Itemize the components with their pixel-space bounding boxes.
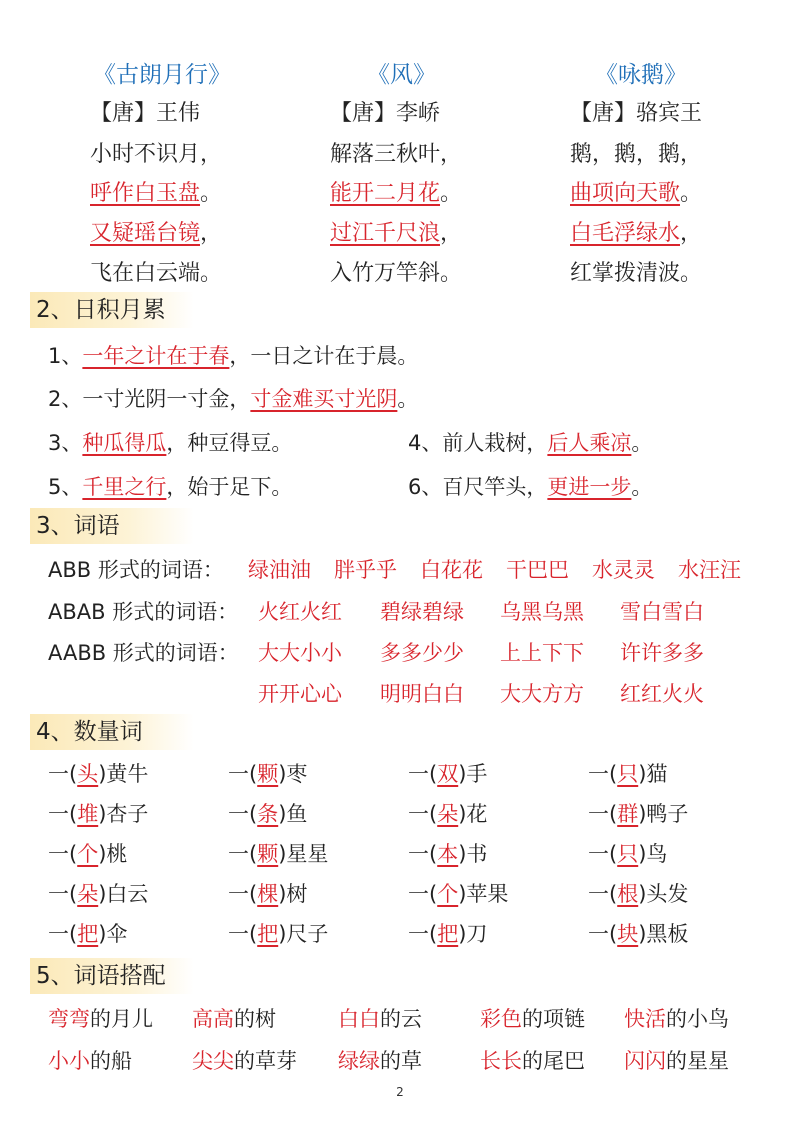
measure-prefix: 一( <box>588 922 618 946</box>
poem-line-2-1: 解落三秋叶， <box>330 142 463 167</box>
measure-word-item <box>48 758 148 788</box>
saying-highlight: 寸金难买寸光阴 <box>250 387 398 411</box>
aabb-word-6: 明明白白 <box>380 682 464 706</box>
measure-word: 堆 <box>77 802 99 826</box>
measure-noun: 伞 <box>106 922 128 946</box>
collocation-noun: 的尾巴 <box>522 1049 585 1073</box>
collocation-item <box>480 1003 585 1033</box>
measure-word-item <box>588 918 688 948</box>
saying-5 <box>48 471 292 501</box>
measure-word: 条 <box>257 802 279 826</box>
measure-word: 双 <box>437 762 459 786</box>
measure-word-item <box>228 838 328 868</box>
poem-highlight: 呼作白玉盘 <box>90 181 201 206</box>
measure-word: 只 <box>617 842 639 866</box>
measure-word-item <box>588 878 688 908</box>
aabb-word-5: 开开心心 <box>258 682 342 706</box>
measure-prefix: 一( <box>408 762 438 786</box>
section-title-4: 4、数量词 <box>30 714 194 750</box>
collocation-noun: 的月儿 <box>90 1007 153 1031</box>
poem-highlight: 又疑瑶台镜 <box>90 221 201 246</box>
collocation-item <box>192 1003 276 1033</box>
measure-prefix: 一( <box>588 842 618 866</box>
measure-noun: 书 <box>466 842 488 866</box>
saying-highlight: 更进一步 <box>547 475 632 499</box>
saying-highlight: 一年之计在于春 <box>82 344 230 368</box>
measure-word: 头 <box>77 762 99 786</box>
poem-highlight: 曲项向天歌 <box>570 181 681 206</box>
saying-2 <box>48 383 418 413</box>
measure-word: 本 <box>437 842 459 866</box>
poem-title-1: 《古朗月行》 <box>93 62 231 88</box>
saying-highlight: 后人乘凉 <box>547 431 632 455</box>
abb-word-1: 绿油油 <box>248 558 311 582</box>
collocation-item <box>48 1045 132 1075</box>
poem-line-2-3 <box>330 216 462 247</box>
collocation-noun: 的云 <box>380 1007 422 1031</box>
collocation-adjective: 长长 <box>480 1049 522 1073</box>
aabb-word-3: 上上下下 <box>500 641 584 665</box>
measure-prefix: 一( <box>408 922 438 946</box>
measure-noun: 星星 <box>286 842 329 866</box>
abb-word-3: 白花花 <box>420 558 483 582</box>
item-number: 6、 <box>408 475 443 499</box>
collocation-item <box>480 1045 585 1075</box>
aabb-word-8: 红红火火 <box>620 682 704 706</box>
poem-line-1-1: 小时不识月， <box>90 142 223 167</box>
measure-word: 把 <box>77 922 99 946</box>
poem-line-3-1: 鹅，鹅，鹅， <box>570 142 703 167</box>
collocation-noun: 的草芽 <box>234 1049 297 1073</box>
measure-word-item <box>408 798 487 828</box>
measure-prefix: 一( <box>48 882 78 906</box>
punct: 。 <box>680 181 703 206</box>
collocation-item <box>338 1003 422 1033</box>
saying-text: 前人栽树， <box>442 431 548 455</box>
measure-suffix: ) <box>278 762 287 786</box>
collocation-noun: 的项链 <box>522 1007 585 1031</box>
measure-word-item <box>408 758 487 788</box>
measure-prefix: 一( <box>408 882 438 906</box>
measure-prefix: 一( <box>408 842 438 866</box>
measure-noun: 枣 <box>286 762 308 786</box>
punct: ， <box>440 221 463 246</box>
page-number: 2 <box>396 1085 404 1099</box>
poem-line-3-4: 红掌拨清波。 <box>570 261 703 286</box>
saying-text: 百尺竿头， <box>442 475 548 499</box>
measure-suffix: ) <box>458 762 467 786</box>
measure-noun: 鸟 <box>646 842 668 866</box>
abab-word-3: 乌黑乌黑 <box>500 600 584 624</box>
measure-suffix: ) <box>98 762 107 786</box>
measure-suffix: ) <box>98 842 107 866</box>
poem-line-1-2 <box>90 176 222 207</box>
measure-word-item <box>228 918 328 948</box>
measure-word: 把 <box>437 922 459 946</box>
measure-suffix: ) <box>638 802 647 826</box>
measure-word-item <box>48 798 148 828</box>
poem-author-2: 【唐】李峤 <box>330 101 441 126</box>
measure-suffix: ) <box>638 762 647 786</box>
measure-noun: 树 <box>286 882 308 906</box>
collocation-item <box>48 1003 153 1033</box>
measure-word-item <box>48 838 127 868</box>
poem-line-1-3 <box>90 216 222 247</box>
saying-4 <box>408 427 652 457</box>
collocation-adjective: 绿绿 <box>338 1049 380 1073</box>
saying-1 <box>48 340 418 370</box>
collocation-noun: 的草 <box>380 1049 422 1073</box>
measure-word: 块 <box>617 922 639 946</box>
measure-noun: 白云 <box>106 882 149 906</box>
collocation-adjective: 高高 <box>192 1007 234 1031</box>
measure-word-item <box>48 878 148 908</box>
poem-title-3: 《咏鹅》 <box>595 62 687 88</box>
measure-word-item <box>408 918 487 948</box>
measure-word: 只 <box>617 762 639 786</box>
measure-word: 群 <box>617 802 639 826</box>
punct: 。 <box>200 181 223 206</box>
measure-prefix: 一( <box>228 882 258 906</box>
measure-suffix: ) <box>278 842 287 866</box>
measure-prefix: 一( <box>48 922 78 946</box>
measure-suffix: ) <box>458 882 467 906</box>
measure-prefix: 一( <box>228 762 258 786</box>
collocation-noun: 的树 <box>234 1007 276 1031</box>
measure-suffix: ) <box>458 802 467 826</box>
measure-suffix: ) <box>458 842 467 866</box>
measure-word: 把 <box>257 922 279 946</box>
measure-noun: 黑板 <box>646 922 689 946</box>
measure-word-item <box>588 798 688 828</box>
measure-word-item <box>228 758 307 788</box>
punct: 。 <box>631 475 653 499</box>
collocation-adjective: 快活 <box>624 1007 666 1031</box>
measure-suffix: ) <box>458 922 467 946</box>
collocation-adjective: 弯弯 <box>48 1007 90 1031</box>
collocation-noun: 的小鸟 <box>666 1007 729 1031</box>
punct: 。 <box>440 181 463 206</box>
poem-line-3-3 <box>570 216 702 247</box>
punct: ， <box>200 221 223 246</box>
abab-word-2: 碧绿碧绿 <box>380 600 464 624</box>
saying-3 <box>48 427 292 457</box>
measure-suffix: ) <box>98 922 107 946</box>
measure-noun: 鱼 <box>286 802 308 826</box>
aabb-word-2: 多多少少 <box>380 641 464 665</box>
measure-prefix: 一( <box>588 762 618 786</box>
section-title-2: 2、日积月累 <box>30 292 194 328</box>
collocation-adjective: 白白 <box>338 1007 380 1031</box>
aabb-word-4: 许许多多 <box>620 641 704 665</box>
saying-text: 一寸光阴一寸金， <box>82 387 251 411</box>
measure-prefix: 一( <box>588 882 618 906</box>
abab-word-1: 火红火红 <box>258 600 342 624</box>
poem-line-2-4: 入竹万竿斜。 <box>330 261 463 286</box>
abb-word-4: 干巴巴 <box>506 558 569 582</box>
poem-author-1: 【唐】王伟 <box>90 101 201 126</box>
measure-word-item <box>228 878 307 908</box>
abb-word-6: 水汪汪 <box>678 558 741 582</box>
collocation-adjective: 闪闪 <box>624 1049 666 1073</box>
measure-word: 个 <box>437 882 459 906</box>
abb-word-5: 水灵灵 <box>592 558 655 582</box>
measure-suffix: ) <box>278 882 287 906</box>
abab-label: ABAB 形式的词语： <box>48 600 239 624</box>
measure-noun: 尺子 <box>286 922 329 946</box>
collocation-adjective: 彩色 <box>480 1007 522 1031</box>
poem-highlight: 白毛浮绿水 <box>570 221 681 246</box>
measure-noun: 桃 <box>106 842 128 866</box>
measure-word-item <box>588 838 667 868</box>
collocation-item <box>192 1045 297 1075</box>
item-number: 2、 <box>48 387 83 411</box>
measure-suffix: ) <box>278 922 287 946</box>
measure-noun: 刀 <box>466 922 488 946</box>
measure-prefix: 一( <box>588 802 618 826</box>
punct: 。 <box>397 387 419 411</box>
item-number: 5、 <box>48 475 83 499</box>
measure-word-item <box>408 878 508 908</box>
saying-highlight: 种瓜得瓜 <box>82 431 167 455</box>
measure-prefix: 一( <box>228 922 258 946</box>
measure-noun: 鸭子 <box>646 802 689 826</box>
saying-text: ，种豆得豆。 <box>166 431 293 455</box>
section-title-3: 3、词语 <box>30 508 194 544</box>
section-title-5: 5、词语搭配 <box>30 958 194 994</box>
abb-word-2: 胖乎乎 <box>334 558 397 582</box>
measure-noun: 黄牛 <box>106 762 149 786</box>
measure-suffix: ) <box>638 922 647 946</box>
poem-highlight: 能开二月花 <box>330 181 441 206</box>
punct: ， <box>680 221 703 246</box>
measure-prefix: 一( <box>228 842 258 866</box>
measure-word: 根 <box>617 882 639 906</box>
measure-prefix: 一( <box>228 802 258 826</box>
saying-highlight: 千里之行 <box>82 475 167 499</box>
measure-word-item <box>228 798 307 828</box>
measure-word: 颗 <box>257 842 279 866</box>
measure-suffix: ) <box>98 882 107 906</box>
measure-word-item <box>48 918 127 948</box>
abab-word-4: 雪白雪白 <box>620 600 704 624</box>
collocation-noun: 的星星 <box>666 1049 729 1073</box>
measure-prefix: 一( <box>48 802 78 826</box>
item-number: 4、 <box>408 431 443 455</box>
measure-suffix: ) <box>278 802 287 826</box>
measure-suffix: ) <box>638 882 647 906</box>
measure-word: 棵 <box>257 882 279 906</box>
item-number: 3、 <box>48 431 83 455</box>
measure-prefix: 一( <box>48 762 78 786</box>
measure-noun: 花 <box>466 802 488 826</box>
measure-noun: 猫 <box>646 762 668 786</box>
measure-noun: 头发 <box>646 882 689 906</box>
saying-text: ，始于足下。 <box>166 475 293 499</box>
measure-word: 朵 <box>77 882 99 906</box>
aabb-label: AABB 形式的词语： <box>48 641 239 665</box>
aabb-word-1: 大大小小 <box>258 641 342 665</box>
poem-highlight: 过江千尺浪 <box>330 221 441 246</box>
punct: 。 <box>631 431 653 455</box>
poem-title-2: 《风》 <box>367 62 436 88</box>
measure-suffix: ) <box>638 842 647 866</box>
collocation-item <box>338 1045 422 1075</box>
collocation-item <box>624 1045 729 1075</box>
measure-suffix: ) <box>98 802 107 826</box>
collocation-noun: 的船 <box>90 1049 132 1073</box>
measure-word-item <box>588 758 667 788</box>
measure-noun: 苹果 <box>466 882 509 906</box>
measure-word: 朵 <box>437 802 459 826</box>
measure-word: 颗 <box>257 762 279 786</box>
measure-prefix: 一( <box>48 842 78 866</box>
poem-line-2-2 <box>330 176 462 207</box>
aabb-word-7: 大大方方 <box>500 682 584 706</box>
measure-noun: 手 <box>466 762 488 786</box>
measure-prefix: 一( <box>408 802 438 826</box>
measure-word: 个 <box>77 842 99 866</box>
poem-line-1-4: 飞在白云端。 <box>90 261 223 286</box>
poem-author-3: 【唐】骆宾王 <box>570 101 703 126</box>
collocation-item <box>624 1003 729 1033</box>
collocation-adjective: 小小 <box>48 1049 90 1073</box>
item-number: 1、 <box>48 344 83 368</box>
abb-label: ABB 形式的词语： <box>48 558 224 582</box>
measure-word-item <box>408 838 487 868</box>
saying-text: ，一日之计在于晨。 <box>229 344 419 368</box>
collocation-adjective: 尖尖 <box>192 1049 234 1073</box>
poem-line-3-2 <box>570 176 702 207</box>
measure-noun: 杏子 <box>106 802 149 826</box>
saying-6 <box>408 471 652 501</box>
